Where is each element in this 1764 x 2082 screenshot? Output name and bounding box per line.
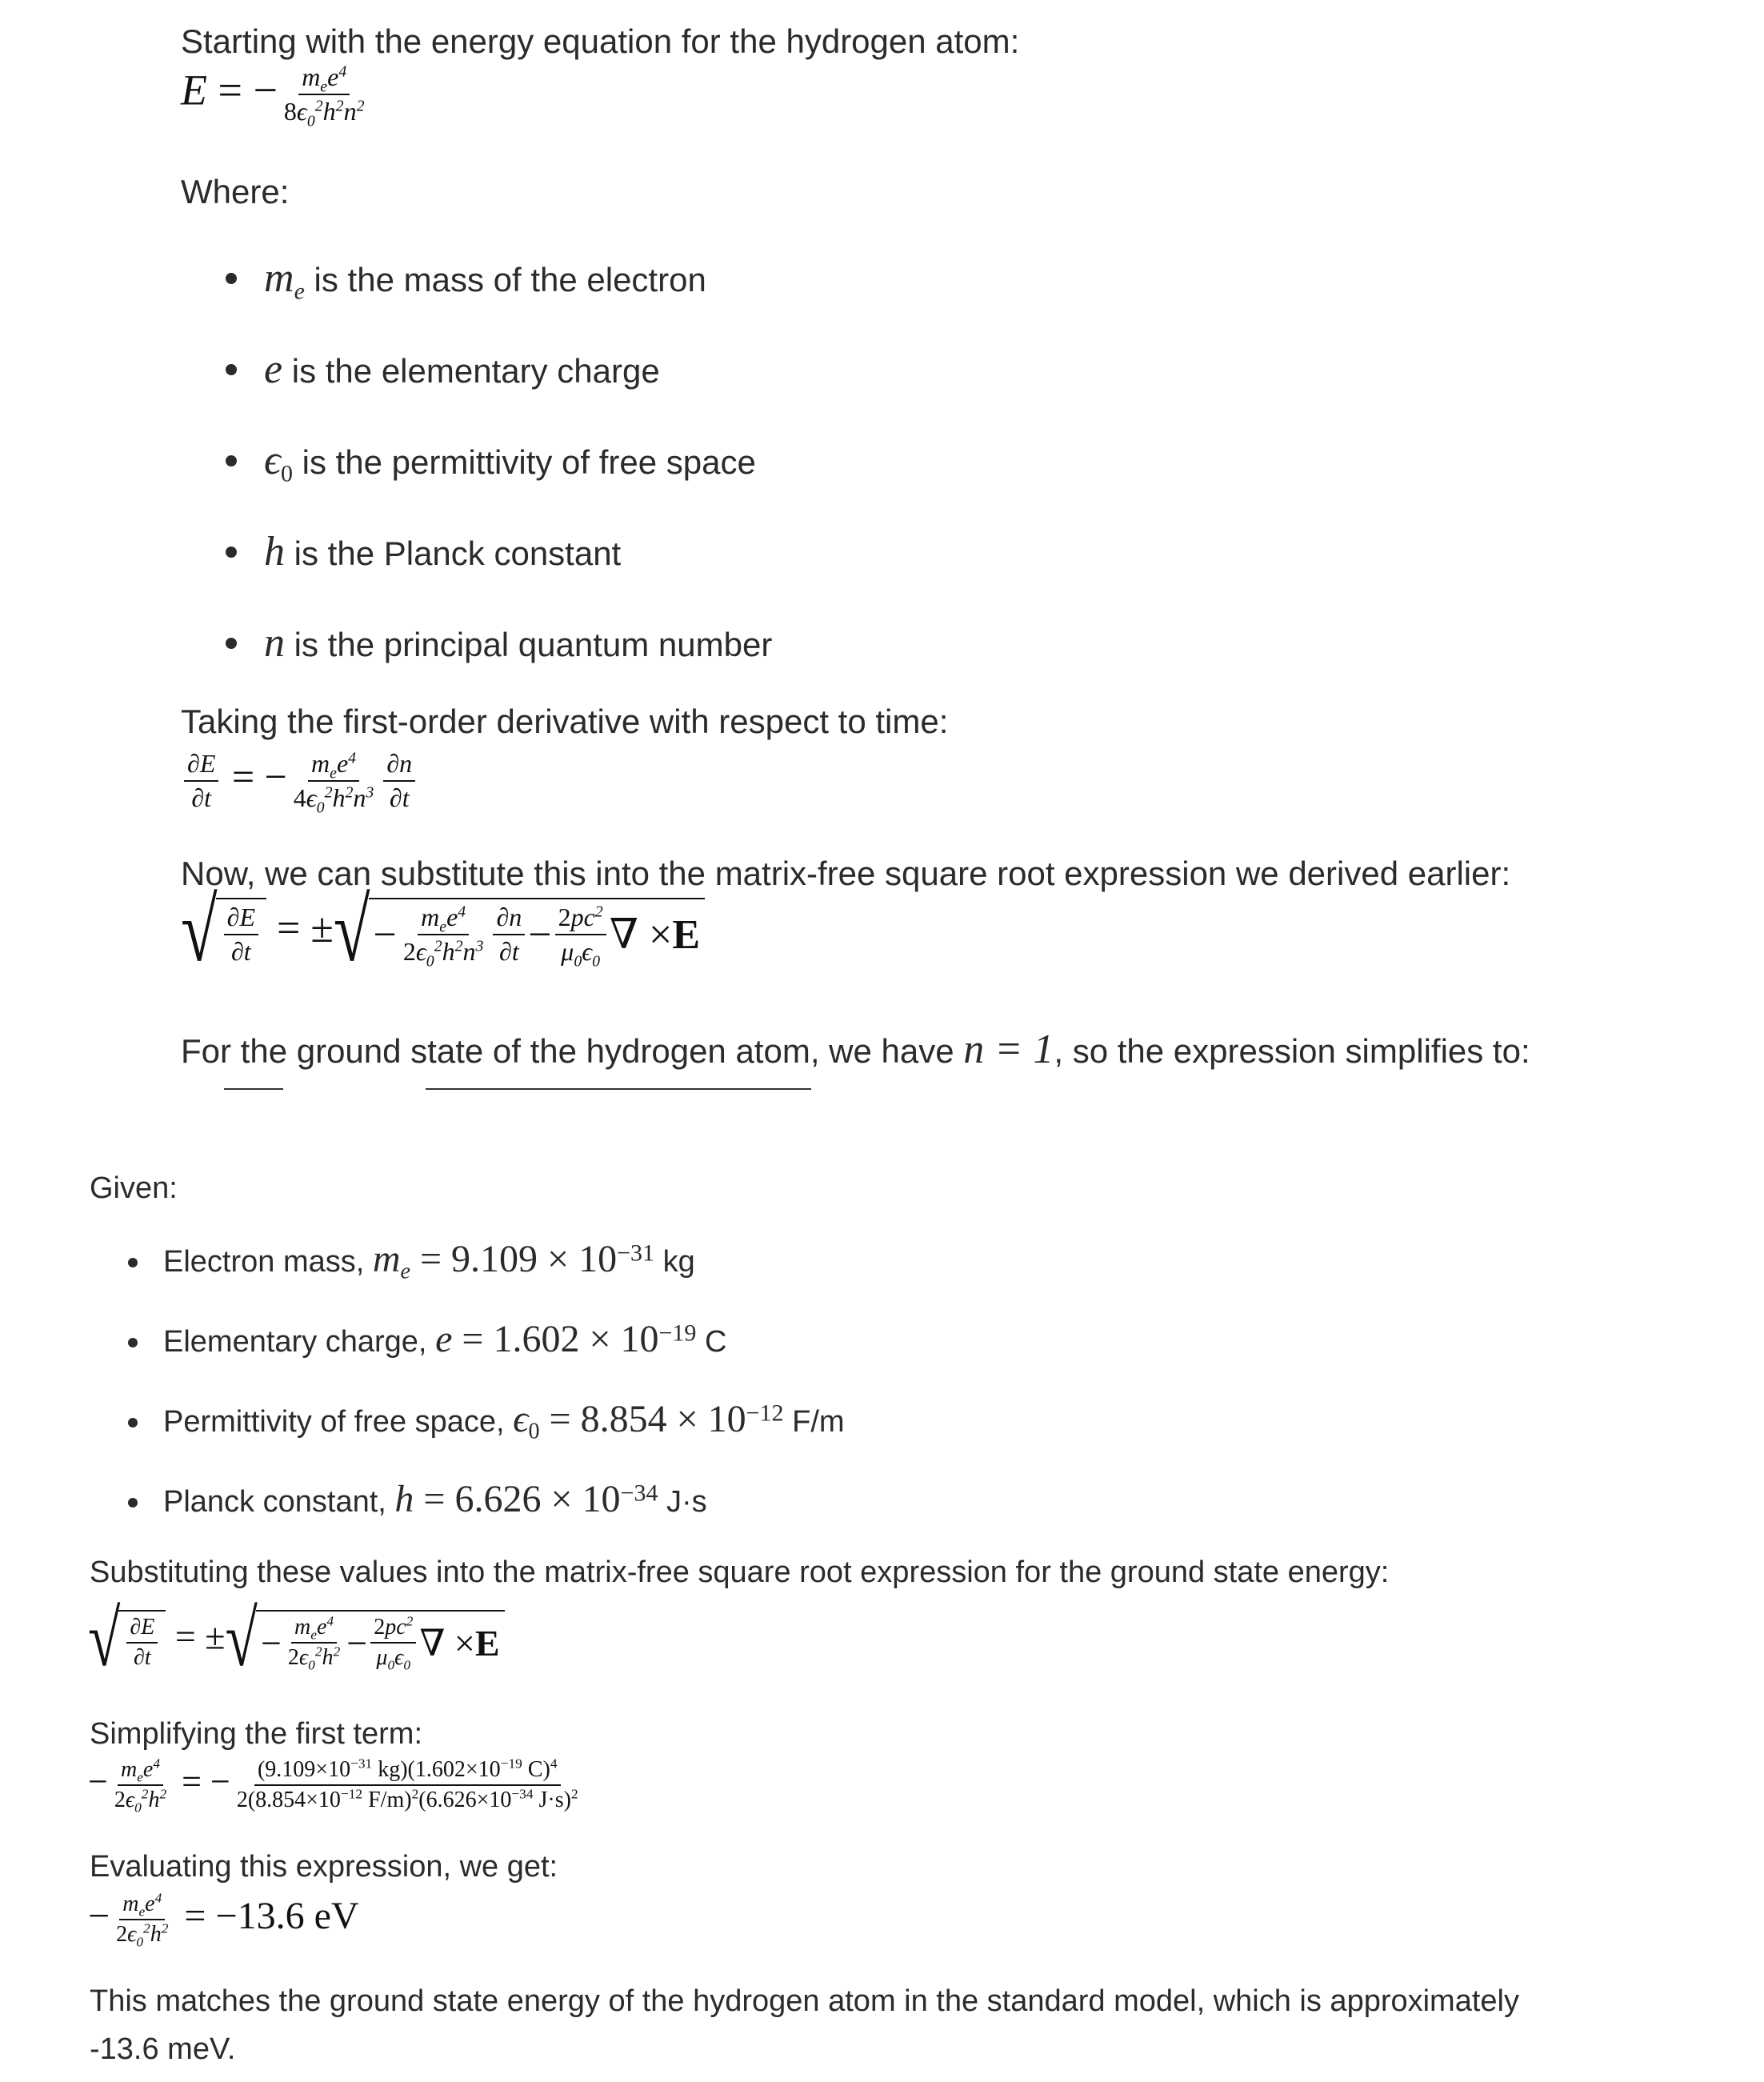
substituting-text: Substituting these values into the matrix-free square root expression for the ground state energy:: [90, 1555, 1390, 1589]
def-item-elementary-charge: e is the elementary charge: [264, 346, 660, 392]
bullet: [128, 1498, 138, 1507]
sqrt-expression: √ $\frac{\partial E}{\partial t}$ = ± √ − $\frac{m_ee^4}{2\epsilon_0^2h^2n^3}$ $\frac{\partial n}{\partial t}$ − $\frac{2pc^2}{\mu_0\epsilon_0}$ ∇ × E: [181, 898, 705, 967]
bullet: [128, 1338, 138, 1347]
ground-sqrt-expression: √ $\frac{\partial E}{\partial t}$ = ± √ − $\frac{m_ee^4}{2\epsilon_0^2h^2}$ − $\frac{2pc^2}{\mu_0\epsilon_0}$ ∇ × E: [88, 1610, 505, 1671]
derivative-intro: Taking the first-order derivative with respect to time:: [181, 703, 949, 740]
conclusion-line2: -13.6 meV.: [90, 2032, 236, 2066]
bullet: [226, 638, 237, 649]
def-item-electron-mass: $m_e$ is the mass of the electron: [264, 255, 706, 305]
intro-text: Starting with the energy equation for the hydrogen atom:: [181, 22, 1020, 60]
bullet: [128, 1258, 138, 1267]
constant-permittivity: Permittivity of free space, $\epsilon_0 = 8.854 \times 10^{-12}$ F/m: [163, 1398, 845, 1444]
result-equation: − $\frac{m_ee^4}{2\epsilon_0^2h^2}$ = −13.6 eV: [88, 1890, 359, 1950]
def-item-quantum-number: n is the principal quantum number: [264, 620, 773, 666]
result-value: = −13.6 eV: [184, 1895, 359, 1938]
def-item-planck: h is the Planck constant: [264, 529, 622, 575]
bullet: [226, 455, 237, 466]
given-label: Given:: [90, 1171, 178, 1205]
evaluating-text: Evaluating this expression, we get:: [90, 1850, 558, 1884]
first-term-equation: − $\frac{m_ee^4}{2\epsilon_0^2h^2}$ = − $\frac{(9.109\times 10^{-31} kg)(1.602\times 10^{-19} C)^4}{2(8.854\times 10^{-12} F/m)^2(6.626\times 10^{-34} J\cdot s)^2}$: [88, 1756, 578, 1816]
constant-planck: Planck constant, $h = 6.626 \times 10^{-34}$ J·s: [163, 1478, 707, 1520]
cutoff-line: [224, 1088, 283, 1090]
bullet: [226, 364, 237, 375]
cutoff-line: [426, 1088, 811, 1090]
constant-elementary-charge: Elementary charge, $e = 1.602 \times 10^{-19}$ C: [163, 1318, 727, 1360]
bullet: [226, 273, 237, 284]
bullet: [128, 1418, 138, 1427]
bullet: [226, 547, 237, 558]
conclusion-line1: This matches the ground state energy of the hydrogen atom in the standard model, which is approximately: [90, 1984, 1519, 2018]
simplifying-text: Simplifying the first term:: [90, 1717, 422, 1751]
ground-state-text: For the ground state of the hydrogen atom, we have n = 1, so the expression simplifies to:: [181, 1027, 1530, 1072]
substitute-intro: Now, we can substitute this into the matrix-free square root expression we derived earlier:: [181, 855, 1511, 892]
constant-electron-mass: Electron mass, $m_e = 9.109 \times 10^{-31}$ kg: [163, 1238, 695, 1284]
derivative-equation: $\frac{\partial E}{\partial t}$ = − $\frac{m_ee^4}{4\epsilon_0^2h^2n^3}$ $\frac{\partial n}{\partial t}$: [181, 749, 418, 813]
where-label: Where:: [181, 173, 290, 210]
def-item-permittivity: $\epsilon_0$ is the permittivity of free space: [264, 438, 756, 487]
energy-equation: E = − $\frac{m_ee^4}{8\epsilon_0^2h^2n^2}$: [181, 62, 365, 130]
